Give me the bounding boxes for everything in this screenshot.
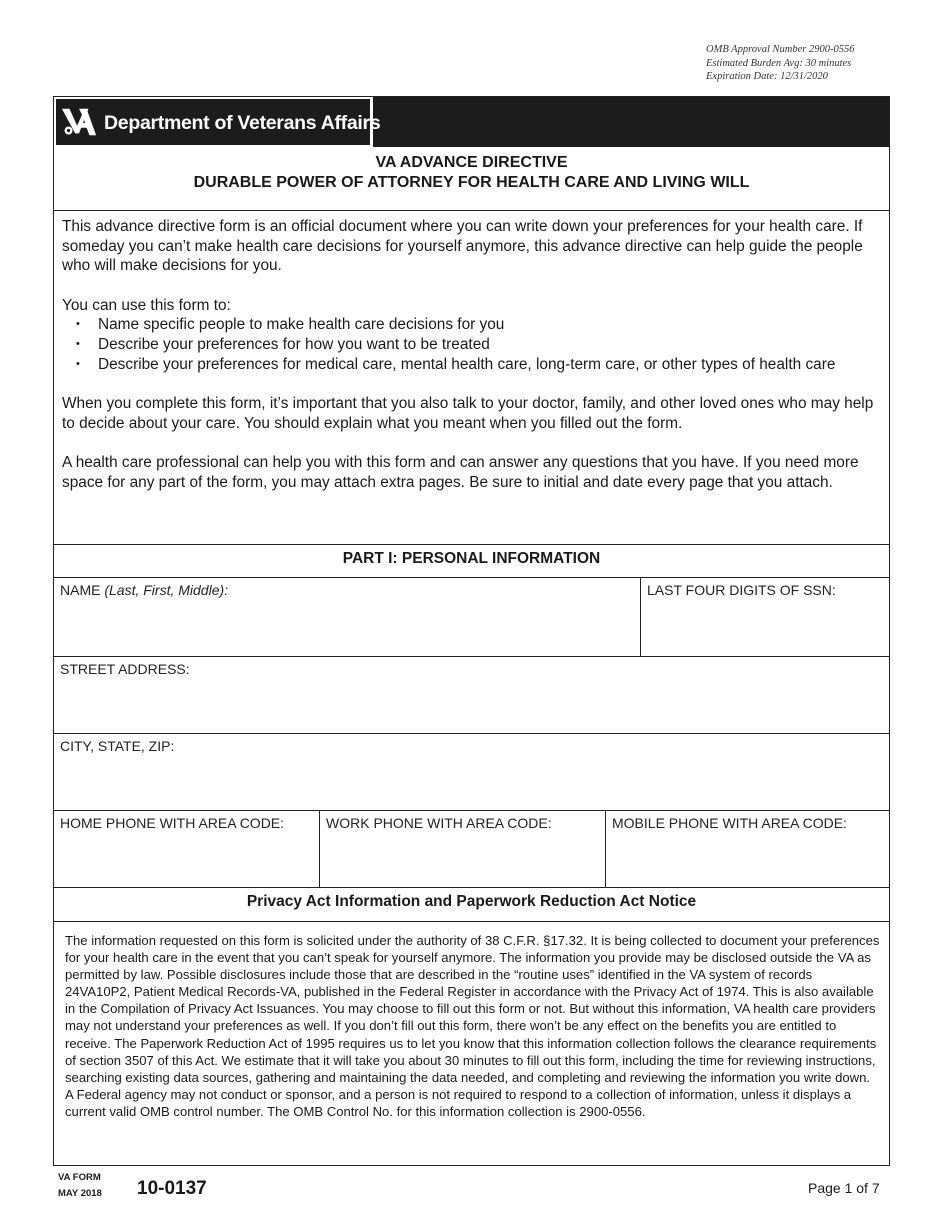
header-bar: [54, 97, 889, 147]
name-label: NAME (Last, First, Middle):: [60, 582, 229, 598]
form-title: [54, 147, 889, 211]
name-hint: (Last, First, Middle):: [104, 582, 229, 598]
page-number: Page 1 of 7: [808, 1180, 880, 1196]
name-field[interactable]: [54, 578, 641, 657]
va-seal-icon: [60, 103, 98, 141]
work-phone-label: WORK PHONE WITH AREA CODE:: [326, 815, 552, 831]
title-line-2: DURABLE POWER OF ATTORNEY FOR HEALTH CARE AND LIVING WILL: [193, 174, 750, 191]
bullet-item: • Name specific people to make health care decisions for you: [98, 315, 877, 335]
intro-paragraph-2: You can use this form to:: [62, 296, 231, 314]
title-line-1: VA ADVANCE DIRECTIVE: [375, 154, 568, 171]
street-address-field[interactable]: [54, 657, 889, 734]
city-state-zip-field[interactable]: [54, 734, 889, 811]
omb-expiration: Expiration Date: 12/31/2020: [706, 71, 828, 82]
footer-form-label: VA FORM: [58, 1172, 101, 1183]
omb-burden: Estimated Burden Avg: 30 minutes: [706, 57, 852, 69]
intro-bullet-list: [62, 315, 877, 374]
mobile-phone-label: MOBILE PHONE WITH AREA CODE:: [612, 815, 847, 831]
privacy-heading: Privacy Act Information and Paperwork Reduction Act Notice: [54, 887, 889, 922]
omb-approval-number: OMB Approval Number 2900-0556: [706, 44, 855, 55]
form-frame: [53, 96, 890, 1166]
department-name: Department of Veterans Affairs: [104, 112, 381, 134]
city-state-zip-label: CITY, STATE, ZIP:: [60, 738, 175, 754]
intro-paragraph-1: This advance directive form is an official document where you can write down your preferences for your health care. If someday you can’t make health care decisions for yourself anymore, this advance directive can help guide the people who will make decisions for you.: [62, 218, 863, 275]
ssn-field[interactable]: [641, 578, 889, 657]
bullet-item: • Describe your preferences for how you want to be treated: [98, 335, 877, 355]
va-logo-block: [54, 97, 381, 147]
intro-text: [62, 217, 877, 513]
ssn-label: LAST FOUR DIGITS OF SSN:: [647, 582, 836, 598]
form-number: 10-0137: [137, 1178, 207, 1199]
work-phone-field[interactable]: [320, 811, 606, 887]
privacy-text: The information requested on this form is solicited under the authority of 38 C.F.R. §17.32. It is being collected to document your preferences for your health care in the event that you can’t speak for yourself anymore. The information you provide may be disclosed outside the VA as permitted by law. Possible disclosures include those that are described in the “routine uses” identified in the VA system of records 24VA10P2, Patient Medical Records-VA, published in the Federal Register in accordance with the Privacy Act of 1974. This is also available in the Compilation of Privacy Act Issuances. You may choose to fill out this form or not. But without this information, VA health care providers may not understand your preferences as well. If you don’t fill out this form, there won’t be any effect on the benefits you are entitled to receive. The Paperwork Reduction Act of 1995 requires us to let you know that this information collection follows the clearance requirements of section 3507 of this Act. We estimate that it will take you about 30 minutes to fill out this form, including the time for reviewing instructions, searching existing data sources, gathering and maintaining the data needed, and completing and reviewing the information you write down. A Federal agency may not conduct or sponsor, and a person is not required to respond to a collection of information, unless it displays a current valid OMB control number. The OMB Control No. for this information collection is 2900-0556.: [65, 933, 880, 1119]
omb-notice: [706, 43, 936, 84]
bullet-item: • Describe your preferences for medical care, mental health care, long-term care, or other types of health care: [98, 355, 877, 375]
intro-paragraph-3: When you complete this form, it’s important that you also talk to your doctor, family, and other loved ones who may help to decide about your care. You should explain what you meant when you filled out the form.: [62, 395, 874, 432]
home-phone-field[interactable]: [54, 811, 320, 887]
part1-heading: PART I: PERSONAL INFORMATION: [54, 544, 889, 578]
intro-paragraph-4: A health care professional can help you with this form and can answer any questions that you have. If you need more space for any part of the form, you may attach extra pages. Be sure to initial and date every page that you attach.: [62, 454, 859, 491]
mobile-phone-field[interactable]: [606, 811, 889, 887]
street-address-label: STREET ADDRESS:: [60, 661, 190, 677]
home-phone-label: HOME PHONE WITH AREA CODE:: [60, 815, 285, 831]
footer-form-date: MAY 2018: [58, 1188, 102, 1199]
